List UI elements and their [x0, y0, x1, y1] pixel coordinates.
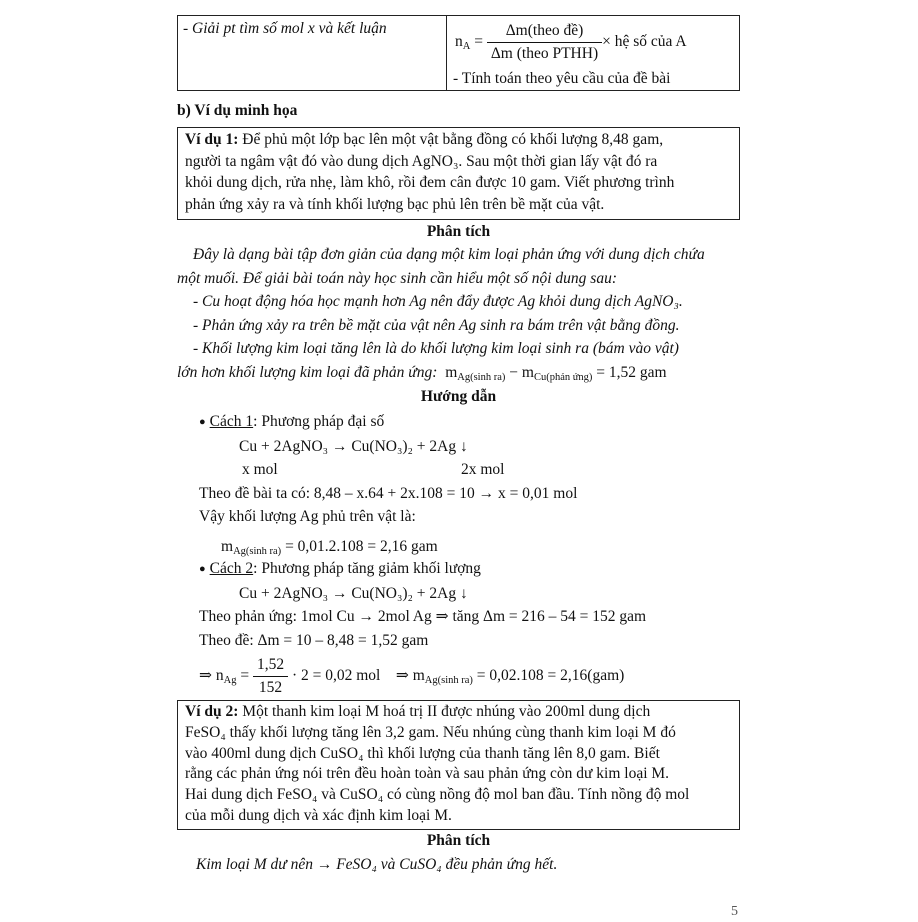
mass-difference-formula: $m_{Ag(sinh ra)} - m_{Cu(phản ứng)} = 1,52$ gam: [445, 363, 667, 383]
table-right-note: - Tính toán theo yêu cầu của đề bài: [453, 70, 671, 87]
ratio-fraction: $\frac{1,52}{152}$: [253, 654, 288, 698]
example-2-text: Ví dụ 2: Một thanh kim loại M hoá trị II được nhúng vào 200ml dung dịch FeSO₄ thấy khối lượng tăng lên 3,2 gam. Nếu nhúng cùng thanh kim loại M đó vào 400ml dung dịch CuSO₄ thì khối lượng của thanh tăng lên 8,0 gam. Biết rằng các phản ứng nói trên đều hoàn toàn và sau phản ứng còn dư kim loại M. Hai dung dịch FeSO₄ và CuSO₄ có cùng nồng độ mol ban đầu. Tính nồng độ mol của mỗi dung dịch và xác định kim loại M.: [185, 703, 690, 824]
table-left-cell: - Giải pt tìm số mol x và kết luận: [183, 20, 387, 37]
formula-fraction: $\frac{\text{Δm(theo đề)}}{\text{Δm (theo PTHH)}}$: [487, 20, 602, 64]
analysis-heading: Phân tích: [426, 223, 491, 240]
analysis-text: Đây là dạng bài tập đơn giản của dạng một kim loại phản ứng với dung dịch chứa một muối. Để giải bài toán này học sinh cần hiểu một số nội dung sau: - Cu hoạt động hóa học mạnh hơn Ag nên đẩy được Ag khỏi dung dịch AgNO₃. - Phản ứng xảy ra trên bề mặt của vật nên Ag sinh ra bám trên vật bằng đồng. - Khối lượng kim loại tăng lên là do khối lượng kim loại sinh ra (bám vào vật) lớn hơn khối lượng kim loại đã phản ứng: $m_{Ag(sinh ra)} - m_{Cu(phản ứng)} = 1,52$ gam: [177, 246, 705, 383]
page-number: 5: [731, 904, 738, 919]
method-2-result: ⇒ $n_{Ag}$ = $\frac{1,52}{152}$ · 2 = 0,02 mol ⇒ $m_{Ag(sinh ra)} = 0,02.108 = 2,16(gam)$: [199, 654, 624, 698]
method-1: ● Cách 1: Phương pháp đại số Cu + 2AgNO₃ → Cu(NO₃)₂ + 2Ag ↓ x mol 2x mol Theo đề bài ta có: 8,48 – x.64 + 2x.108 = 10 → x = 0,01 mol Vậy khối lượng Ag phủ trên vật là: $m_{Ag(sinh ra)} = 0,01.2.108 = 2,16$ gam: [199, 413, 578, 557]
analysis-heading-2: Phân tích: [426, 832, 491, 849]
guide-heading: Hướng dẫn: [420, 388, 497, 405]
table-divider: [446, 15, 447, 91]
closing-line: Kim loại M dư nên → FeSO₄ và CuSO₄ đều phản ứng hết.: [196, 856, 558, 873]
method-2: ● Cách 2: Phương pháp tăng giảm khối lượng Cu + 2AgNO₃ → Cu(NO₃)₂ + 2Ag ↓ Theo phản ứng: 1mol Cu → 2mol Ag ⇒ tăng Δm = 216 – 54 = 152 gam Theo đề: Δm = 10 – 8,48 = 1,52 gam: [199, 560, 647, 649]
section-heading: b) Ví dụ minh họa: [177, 102, 298, 119]
formula-nA: $n_A$ = $\frac{\text{Δm(theo đề)}}{\text{Δm (theo PTHH)}}$ × hệ số của A: [455, 20, 687, 64]
example-1-text: Ví dụ 1: Để phủ một lớp bạc lên một vật bằng đồng có khối lượng 8,48 gam, người ta ngâm vật đó vào dung dịch AgNO₃. Sau một thời gian lấy vật đó ra khỏi dung dịch, rửa nhẹ, làm khô, rồi đem cân được 10 gam. Viết phương trình phản ứng xảy ra và tính khối lượng bạc phủ lên trên bề mặt của vật.: [185, 131, 675, 214]
